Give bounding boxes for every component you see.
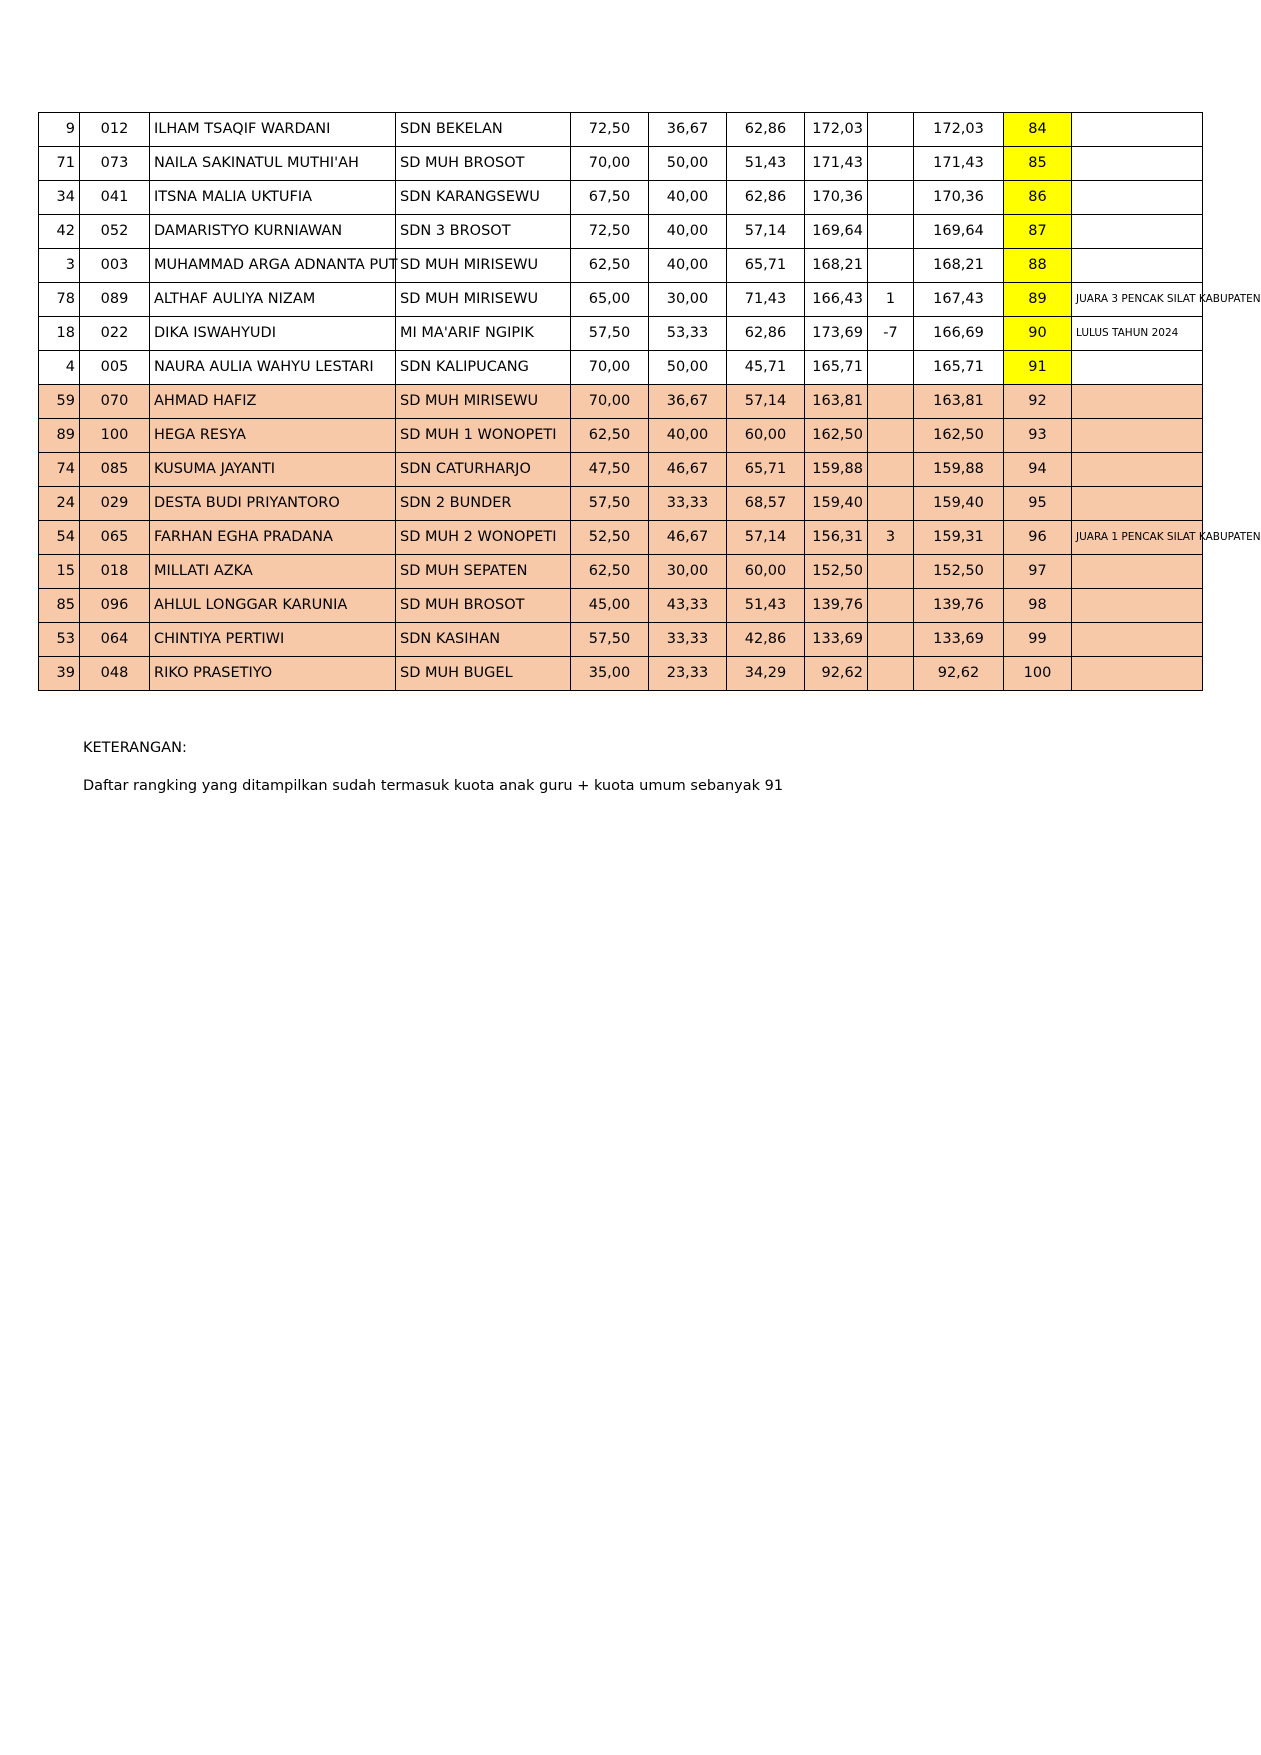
total-score-cell: 133,69 xyxy=(805,623,868,657)
note-cell xyxy=(1072,657,1203,691)
school-name-cell: SD MUH 2 WONOPETI xyxy=(396,521,571,555)
rank-cell: 100 xyxy=(1004,657,1072,691)
note-cell xyxy=(1072,147,1203,181)
rank-cell: 98 xyxy=(1004,589,1072,623)
score-3-cell: 42,86 xyxy=(727,623,805,657)
registration-code-cell: 029 xyxy=(80,487,150,521)
score-3-cell: 60,00 xyxy=(727,419,805,453)
row-number-cell: 71 xyxy=(39,147,80,181)
table-row xyxy=(39,181,1203,215)
score-2-cell: 40,00 xyxy=(649,215,727,249)
adjustment-cell xyxy=(868,419,914,453)
table-row xyxy=(39,351,1203,385)
student-name-cell: AHMAD HAFIZ xyxy=(150,385,396,419)
school-name-cell: SDN 3 BROSOT xyxy=(396,215,571,249)
adjustment-cell xyxy=(868,249,914,283)
registration-code-cell: 070 xyxy=(80,385,150,419)
student-name-cell: FARHAN EGHA PRADANA xyxy=(150,521,396,555)
final-score-cell: 167,43 xyxy=(914,283,1004,317)
adjustment-cell xyxy=(868,385,914,419)
total-score-cell: 159,40 xyxy=(805,487,868,521)
row-number-cell: 15 xyxy=(39,555,80,589)
score-1-cell: 57,50 xyxy=(571,317,649,351)
table-row xyxy=(39,215,1203,249)
rank-cell: 89 xyxy=(1004,283,1072,317)
final-score-cell: 168,21 xyxy=(914,249,1004,283)
rank-cell: 91 xyxy=(1004,351,1072,385)
table-row xyxy=(39,623,1203,657)
rank-cell: 87 xyxy=(1004,215,1072,249)
score-2-cell: 40,00 xyxy=(649,181,727,215)
score-2-cell: 33,33 xyxy=(649,487,727,521)
table-row xyxy=(39,283,1203,317)
registration-code-cell: 041 xyxy=(80,181,150,215)
registration-code-cell: 085 xyxy=(80,453,150,487)
rank-cell: 99 xyxy=(1004,623,1072,657)
final-score-cell: 171,43 xyxy=(914,147,1004,181)
score-3-cell: 65,71 xyxy=(727,453,805,487)
registration-code-cell: 100 xyxy=(80,419,150,453)
note-cell: JUARA 1 PENCAK SILAT KABUPATEN xyxy=(1072,521,1203,555)
score-3-cell: 62,86 xyxy=(727,113,805,147)
school-name-cell: SD MUH MIRISEWU xyxy=(396,283,571,317)
student-name-cell: AHLUL LONGGAR KARUNIA xyxy=(150,589,396,623)
adjustment-cell xyxy=(868,453,914,487)
table-row xyxy=(39,249,1203,283)
adjustment-cell xyxy=(868,657,914,691)
student-name-cell: NAILA SAKINATUL MUTHI'AH xyxy=(150,147,396,181)
score-2-cell: 33,33 xyxy=(649,623,727,657)
row-number-cell: 74 xyxy=(39,453,80,487)
score-3-cell: 60,00 xyxy=(727,555,805,589)
score-2-cell: 40,00 xyxy=(649,249,727,283)
note-cell xyxy=(1072,555,1203,589)
adjustment-cell: 1 xyxy=(868,283,914,317)
row-number-cell: 53 xyxy=(39,623,80,657)
score-3-cell: 62,86 xyxy=(727,181,805,215)
adjustment-cell xyxy=(868,555,914,589)
table-row xyxy=(39,317,1203,351)
school-name-cell: SD MUH MIRISEWU xyxy=(396,385,571,419)
student-name-cell: DAMARISTYO KURNIAWAN xyxy=(150,215,396,249)
final-score-cell: 162,50 xyxy=(914,419,1004,453)
note-cell xyxy=(1072,181,1203,215)
total-score-cell: 159,88 xyxy=(805,453,868,487)
registration-code-cell: 052 xyxy=(80,215,150,249)
score-1-cell: 62,50 xyxy=(571,555,649,589)
score-1-cell: 35,00 xyxy=(571,657,649,691)
student-name-cell: CHINTIYA PERTIWI xyxy=(150,623,396,657)
student-name-cell: KUSUMA JAYANTI xyxy=(150,453,396,487)
table-row xyxy=(39,385,1203,419)
note-cell xyxy=(1072,419,1203,453)
score-3-cell: 57,14 xyxy=(727,385,805,419)
rank-cell: 93 xyxy=(1004,419,1072,453)
rank-cell: 84 xyxy=(1004,113,1072,147)
final-score-cell: 172,03 xyxy=(914,113,1004,147)
total-score-cell: 162,50 xyxy=(805,419,868,453)
score-3-cell: 62,86 xyxy=(727,317,805,351)
score-2-cell: 36,67 xyxy=(649,385,727,419)
score-2-cell: 40,00 xyxy=(649,419,727,453)
score-3-cell: 65,71 xyxy=(727,249,805,283)
final-score-cell: 163,81 xyxy=(914,385,1004,419)
score-3-cell: 51,43 xyxy=(727,589,805,623)
school-name-cell: MI MA'ARIF NGIPIK xyxy=(396,317,571,351)
score-3-cell: 57,14 xyxy=(727,215,805,249)
total-score-cell: 139,76 xyxy=(805,589,868,623)
score-1-cell: 52,50 xyxy=(571,521,649,555)
score-1-cell: 62,50 xyxy=(571,249,649,283)
rank-cell: 90 xyxy=(1004,317,1072,351)
score-2-cell: 50,00 xyxy=(649,351,727,385)
school-name-cell: SDN KARANGSEWU xyxy=(396,181,571,215)
adjustment-cell xyxy=(868,181,914,215)
score-1-cell: 57,50 xyxy=(571,487,649,521)
note-cell xyxy=(1072,589,1203,623)
table-row xyxy=(39,113,1203,147)
student-name-cell: ALTHAF AULIYA NIZAM xyxy=(150,283,396,317)
score-1-cell: 47,50 xyxy=(571,453,649,487)
school-name-cell: SD MUH BROSOT xyxy=(396,147,571,181)
score-1-cell: 72,50 xyxy=(571,215,649,249)
note-cell xyxy=(1072,351,1203,385)
row-number-cell: 89 xyxy=(39,419,80,453)
adjustment-cell: 3 xyxy=(868,521,914,555)
table-row xyxy=(39,147,1203,181)
note-cell xyxy=(1072,113,1203,147)
student-name-cell: DESTA BUDI PRIYANTORO xyxy=(150,487,396,521)
notes-text: Daftar rangking yang ditampilkan sudah termasuk kuota anak guru + kuota umum sebanyak 91 xyxy=(83,778,784,794)
student-name-cell: HEGA RESYA xyxy=(150,419,396,453)
final-score-cell: 159,88 xyxy=(914,453,1004,487)
total-score-cell: 92,62 xyxy=(805,657,868,691)
rank-cell: 95 xyxy=(1004,487,1072,521)
student-name-cell: NAURA AULIA WAHYU LESTARI xyxy=(150,351,396,385)
final-score-cell: 92,62 xyxy=(914,657,1004,691)
total-score-cell: 163,81 xyxy=(805,385,868,419)
table-row xyxy=(39,589,1203,623)
rank-cell: 88 xyxy=(1004,249,1072,283)
total-score-cell: 170,36 xyxy=(805,181,868,215)
school-name-cell: SDN BEKELAN xyxy=(396,113,571,147)
note-cell xyxy=(1072,385,1203,419)
score-2-cell: 50,00 xyxy=(649,147,727,181)
rank-cell: 86 xyxy=(1004,181,1072,215)
score-1-cell: 57,50 xyxy=(571,623,649,657)
row-number-cell: 4 xyxy=(39,351,80,385)
school-name-cell: SD MUH SEPATEN xyxy=(396,555,571,589)
score-2-cell: 46,67 xyxy=(649,521,727,555)
adjustment-cell xyxy=(868,589,914,623)
score-2-cell: 36,67 xyxy=(649,113,727,147)
school-name-cell: SD MUH MIRISEWU xyxy=(396,249,571,283)
row-number-cell: 9 xyxy=(39,113,80,147)
score-1-cell: 70,00 xyxy=(571,147,649,181)
total-score-cell: 165,71 xyxy=(805,351,868,385)
registration-code-cell: 003 xyxy=(80,249,150,283)
final-score-cell: 166,69 xyxy=(914,317,1004,351)
adjustment-cell xyxy=(868,487,914,521)
note-cell: LULUS TAHUN 2024 xyxy=(1072,317,1203,351)
ranking-table xyxy=(38,112,1261,691)
note-cell xyxy=(1072,487,1203,521)
school-name-cell: SDN KALIPUCANG xyxy=(396,351,571,385)
school-name-cell: SD MUH BROSOT xyxy=(396,589,571,623)
final-score-cell: 133,69 xyxy=(914,623,1004,657)
registration-code-cell: 005 xyxy=(80,351,150,385)
student-name-cell: MUHAMMAD ARGA ADNANTA PUT xyxy=(150,249,396,283)
score-1-cell: 70,00 xyxy=(571,351,649,385)
note-cell xyxy=(1072,453,1203,487)
score-2-cell: 53,33 xyxy=(649,317,727,351)
school-name-cell: SDN 2 BUNDER xyxy=(396,487,571,521)
adjustment-cell xyxy=(868,113,914,147)
score-1-cell: 67,50 xyxy=(571,181,649,215)
note-cell xyxy=(1072,215,1203,249)
total-score-cell: 171,43 xyxy=(805,147,868,181)
row-number-cell: 39 xyxy=(39,657,80,691)
score-3-cell: 71,43 xyxy=(727,283,805,317)
table-row xyxy=(39,521,1203,555)
rank-cell: 85 xyxy=(1004,147,1072,181)
score-2-cell: 23,33 xyxy=(649,657,727,691)
table-row xyxy=(39,453,1203,487)
total-score-cell: 152,50 xyxy=(805,555,868,589)
final-score-cell: 159,31 xyxy=(914,521,1004,555)
score-3-cell: 51,43 xyxy=(727,147,805,181)
ranking-table-body xyxy=(39,113,1261,691)
registration-code-cell: 089 xyxy=(80,283,150,317)
rank-cell: 96 xyxy=(1004,521,1072,555)
score-2-cell: 30,00 xyxy=(649,555,727,589)
total-score-cell: 173,69 xyxy=(805,317,868,351)
notes-heading: KETERANGAN: xyxy=(83,740,187,756)
student-name-cell: DIKA ISWAHYUDI xyxy=(150,317,396,351)
row-number-cell: 54 xyxy=(39,521,80,555)
final-score-cell: 170,36 xyxy=(914,181,1004,215)
registration-code-cell: 065 xyxy=(80,521,150,555)
row-number-cell: 59 xyxy=(39,385,80,419)
score-1-cell: 45,00 xyxy=(571,589,649,623)
school-name-cell: SDN KASIHAN xyxy=(396,623,571,657)
final-score-cell: 165,71 xyxy=(914,351,1004,385)
row-number-cell: 42 xyxy=(39,215,80,249)
score-1-cell: 65,00 xyxy=(571,283,649,317)
note-cell xyxy=(1072,623,1203,657)
table-row xyxy=(39,487,1203,521)
registration-code-cell: 064 xyxy=(80,623,150,657)
note-cell: JUARA 3 PENCAK SILAT KABUPATEN xyxy=(1072,283,1203,317)
total-score-cell: 169,64 xyxy=(805,215,868,249)
score-2-cell: 43,33 xyxy=(649,589,727,623)
score-2-cell: 46,67 xyxy=(649,453,727,487)
row-number-cell: 3 xyxy=(39,249,80,283)
school-name-cell: SD MUH 1 WONOPETI xyxy=(396,419,571,453)
score-1-cell: 72,50 xyxy=(571,113,649,147)
row-number-cell: 24 xyxy=(39,487,80,521)
student-name-cell: RIKO PRASETIYO xyxy=(150,657,396,691)
final-score-cell: 169,64 xyxy=(914,215,1004,249)
notes-section xyxy=(83,740,783,816)
student-name-cell: ILHAM TSAQIF WARDANI xyxy=(150,113,396,147)
score-3-cell: 45,71 xyxy=(727,351,805,385)
rank-cell: 97 xyxy=(1004,555,1072,589)
total-score-cell: 172,03 xyxy=(805,113,868,147)
score-1-cell: 62,50 xyxy=(571,419,649,453)
adjustment-cell: -7 xyxy=(868,317,914,351)
row-number-cell: 34 xyxy=(39,181,80,215)
final-score-cell: 159,40 xyxy=(914,487,1004,521)
row-number-cell: 78 xyxy=(39,283,80,317)
score-3-cell: 68,57 xyxy=(727,487,805,521)
score-3-cell: 34,29 xyxy=(727,657,805,691)
registration-code-cell: 018 xyxy=(80,555,150,589)
registration-code-cell: 012 xyxy=(80,113,150,147)
final-score-cell: 152,50 xyxy=(914,555,1004,589)
row-number-cell: 85 xyxy=(39,589,80,623)
table-row xyxy=(39,419,1203,453)
final-score-cell: 139,76 xyxy=(914,589,1004,623)
registration-code-cell: 048 xyxy=(80,657,150,691)
score-2-cell: 30,00 xyxy=(649,283,727,317)
score-3-cell: 57,14 xyxy=(727,521,805,555)
total-score-cell: 156,31 xyxy=(805,521,868,555)
total-score-cell: 168,21 xyxy=(805,249,868,283)
table-row xyxy=(39,555,1203,589)
total-score-cell: 166,43 xyxy=(805,283,868,317)
student-name-cell: MILLATI AZKA xyxy=(150,555,396,589)
student-name-cell: ITSNA MALIA UKTUFIA xyxy=(150,181,396,215)
adjustment-cell xyxy=(868,623,914,657)
registration-code-cell: 073 xyxy=(80,147,150,181)
rank-cell: 94 xyxy=(1004,453,1072,487)
registration-code-cell: 096 xyxy=(80,589,150,623)
school-name-cell: SD MUH BUGEL xyxy=(396,657,571,691)
table-row xyxy=(39,657,1203,691)
adjustment-cell xyxy=(868,351,914,385)
rank-cell: 92 xyxy=(1004,385,1072,419)
adjustment-cell xyxy=(868,215,914,249)
note-cell xyxy=(1072,249,1203,283)
score-1-cell: 70,00 xyxy=(571,385,649,419)
row-number-cell: 18 xyxy=(39,317,80,351)
registration-code-cell: 022 xyxy=(80,317,150,351)
adjustment-cell xyxy=(868,147,914,181)
school-name-cell: SDN CATURHARJO xyxy=(396,453,571,487)
